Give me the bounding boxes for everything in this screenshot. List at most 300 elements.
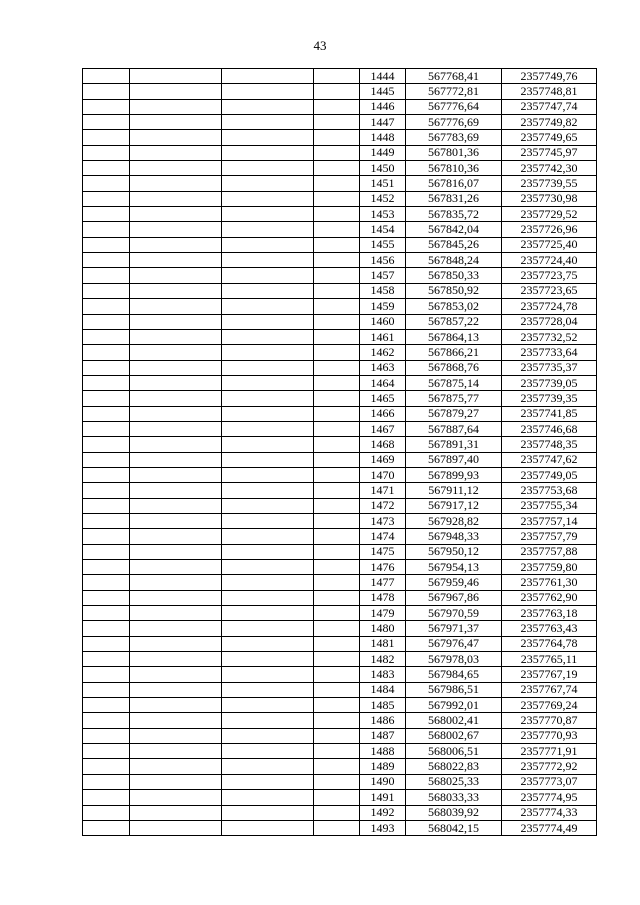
empty-cell [83,560,130,575]
table-row [83,790,597,805]
empty-cell [83,744,130,759]
empty-cell [314,130,360,145]
empty-cell [222,345,314,360]
empty-cell [222,452,314,467]
empty-cell [222,421,314,436]
empty-cell [83,713,130,728]
y-coordinate-cell: 2357749,65 [502,130,597,145]
empty-cell [83,759,130,774]
empty-cell [130,360,222,375]
y-coordinate-cell: 2357730,98 [502,191,597,206]
x-coordinate-cell: 568002,67 [406,728,502,743]
empty-cell [222,237,314,252]
empty-cell [222,575,314,590]
empty-cell [314,667,360,682]
point-number-cell: 1469 [360,452,406,467]
x-coordinate-cell: 568039,92 [406,805,502,820]
y-coordinate-cell: 2357745,97 [502,145,597,160]
y-coordinate-cell: 2357757,14 [502,513,597,528]
point-number-cell: 1451 [360,176,406,191]
empty-cell [83,437,130,452]
table-row [83,774,597,789]
table-row [83,437,597,452]
empty-cell [222,805,314,820]
x-coordinate-cell: 567970,59 [406,606,502,621]
y-coordinate-cell: 2357746,68 [502,421,597,436]
empty-cell [130,820,222,835]
table-row [83,483,597,498]
table-row [83,268,597,283]
coordinates-table-body [83,69,597,836]
x-coordinate-cell: 567853,02 [406,299,502,314]
x-coordinate-cell: 567783,69 [406,130,502,145]
x-coordinate-cell: 567842,04 [406,222,502,237]
y-coordinate-cell: 2357749,76 [502,69,597,84]
empty-cell [130,161,222,176]
x-coordinate-cell: 567897,40 [406,452,502,467]
point-number-cell: 1466 [360,406,406,421]
empty-cell [314,69,360,84]
empty-cell [130,529,222,544]
table-row [83,805,597,820]
y-coordinate-cell: 2357724,78 [502,299,597,314]
y-coordinate-cell: 2357773,07 [502,774,597,789]
empty-cell [314,191,360,206]
point-number-cell: 1454 [360,222,406,237]
point-number-cell: 1484 [360,682,406,697]
table-row [83,513,597,528]
empty-cell [130,283,222,298]
y-coordinate-cell: 2357774,49 [502,820,597,835]
empty-cell [222,606,314,621]
table-row [83,99,597,114]
table-row [83,544,597,559]
empty-cell [130,667,222,682]
point-number-cell: 1467 [360,421,406,436]
x-coordinate-cell: 567875,14 [406,375,502,390]
y-coordinate-cell: 2357757,79 [502,529,597,544]
y-coordinate-cell: 2357770,87 [502,713,597,728]
x-coordinate-cell: 567891,31 [406,437,502,452]
x-coordinate-cell: 567950,12 [406,544,502,559]
empty-cell [314,513,360,528]
x-coordinate-cell: 567810,36 [406,161,502,176]
point-number-cell: 1461 [360,329,406,344]
table-row [83,575,597,590]
empty-cell [83,115,130,130]
empty-cell [222,790,314,805]
x-coordinate-cell: 567857,22 [406,314,502,329]
empty-cell [314,207,360,222]
y-coordinate-cell: 2357757,88 [502,544,597,559]
x-coordinate-cell: 567978,03 [406,652,502,667]
empty-cell [83,345,130,360]
point-number-cell: 1491 [360,790,406,805]
y-coordinate-cell: 2357748,81 [502,84,597,99]
empty-cell [130,744,222,759]
point-number-cell: 1457 [360,268,406,283]
empty-cell [130,652,222,667]
empty-cell [222,667,314,682]
point-number-cell: 1447 [360,115,406,130]
table-row [83,728,597,743]
empty-cell [130,207,222,222]
empty-cell [130,299,222,314]
y-coordinate-cell: 2357747,62 [502,452,597,467]
table-row [83,145,597,160]
point-number-cell: 1493 [360,820,406,835]
empty-cell [83,728,130,743]
x-coordinate-cell: 567801,36 [406,145,502,160]
table-row [83,115,597,130]
empty-cell [314,774,360,789]
empty-cell [314,237,360,252]
empty-cell [130,560,222,575]
empty-cell [83,191,130,206]
point-number-cell: 1482 [360,652,406,667]
empty-cell [83,667,130,682]
point-number-cell: 1476 [360,560,406,575]
table-row [83,253,597,268]
empty-cell [130,452,222,467]
empty-cell [130,253,222,268]
y-coordinate-cell: 2357762,90 [502,590,597,605]
x-coordinate-cell: 567868,76 [406,360,502,375]
y-coordinate-cell: 2357767,19 [502,667,597,682]
empty-cell [314,498,360,513]
y-coordinate-cell: 2357771,91 [502,744,597,759]
empty-cell [222,145,314,160]
table-row [83,759,597,774]
empty-cell [130,314,222,329]
empty-cell [314,345,360,360]
empty-cell [222,329,314,344]
empty-cell [83,544,130,559]
empty-cell [83,299,130,314]
point-number-cell: 1478 [360,590,406,605]
empty-cell [222,375,314,390]
empty-cell [130,544,222,559]
table-row [83,329,597,344]
empty-cell [222,268,314,283]
table-row [83,176,597,191]
empty-cell [222,99,314,114]
empty-cell [83,99,130,114]
table-row [83,621,597,636]
empty-cell [222,299,314,314]
empty-cell [130,84,222,99]
empty-cell [130,329,222,344]
empty-cell [83,513,130,528]
y-coordinate-cell: 2357761,30 [502,575,597,590]
table-row [83,375,597,390]
table-row [83,207,597,222]
empty-cell [83,375,130,390]
x-coordinate-cell: 567911,12 [406,483,502,498]
x-coordinate-cell: 567776,64 [406,99,502,114]
point-number-cell: 1487 [360,728,406,743]
point-number-cell: 1464 [360,375,406,390]
empty-cell [222,161,314,176]
empty-cell [83,253,130,268]
empty-cell [130,176,222,191]
point-number-cell: 1490 [360,774,406,789]
empty-cell [222,529,314,544]
table-row [83,682,597,697]
empty-cell [314,421,360,436]
empty-cell [83,575,130,590]
y-coordinate-cell: 2357725,40 [502,237,597,252]
empty-cell [83,360,130,375]
empty-cell [130,575,222,590]
y-coordinate-cell: 2357729,52 [502,207,597,222]
empty-cell [314,652,360,667]
empty-cell [130,145,222,160]
empty-cell [222,498,314,513]
empty-cell [314,329,360,344]
y-coordinate-cell: 2357733,64 [502,345,597,360]
empty-cell [83,698,130,713]
empty-cell [222,820,314,835]
table-row [83,130,597,145]
empty-cell [130,391,222,406]
empty-cell [83,176,130,191]
y-coordinate-cell: 2357749,05 [502,467,597,482]
empty-cell [83,207,130,222]
empty-cell [130,191,222,206]
point-number-cell: 1459 [360,299,406,314]
y-coordinate-cell: 2357765,11 [502,652,597,667]
empty-cell [83,406,130,421]
empty-cell [130,467,222,482]
empty-cell [314,161,360,176]
empty-cell [222,483,314,498]
x-coordinate-cell: 567986,51 [406,682,502,697]
empty-cell [314,529,360,544]
x-coordinate-cell: 567879,27 [406,406,502,421]
x-coordinate-cell: 568042,15 [406,820,502,835]
empty-cell [83,636,130,651]
y-coordinate-cell: 2357755,34 [502,498,597,513]
empty-cell [130,728,222,743]
empty-cell [222,744,314,759]
empty-cell [222,207,314,222]
point-number-cell: 1444 [360,69,406,84]
table-row [83,590,597,605]
empty-cell [83,391,130,406]
empty-cell [83,529,130,544]
x-coordinate-cell: 568006,51 [406,744,502,759]
y-coordinate-cell: 2357763,18 [502,606,597,621]
point-number-cell: 1483 [360,667,406,682]
y-coordinate-cell: 2357767,74 [502,682,597,697]
empty-cell [222,713,314,728]
empty-cell [222,391,314,406]
empty-cell [222,222,314,237]
x-coordinate-cell: 567899,93 [406,467,502,482]
point-number-cell: 1453 [360,207,406,222]
y-coordinate-cell: 2357749,82 [502,115,597,130]
empty-cell [314,790,360,805]
empty-cell [314,115,360,130]
empty-cell [222,728,314,743]
empty-cell [130,222,222,237]
table-row [83,191,597,206]
y-coordinate-cell: 2357747,74 [502,99,597,114]
point-number-cell: 1481 [360,636,406,651]
empty-cell [314,560,360,575]
empty-cell [130,99,222,114]
empty-cell [314,744,360,759]
x-coordinate-cell: 567917,12 [406,498,502,513]
y-coordinate-cell: 2357763,43 [502,621,597,636]
table-row [83,606,597,621]
empty-cell [314,713,360,728]
x-coordinate-cell: 567864,13 [406,329,502,344]
empty-cell [314,145,360,160]
empty-cell [83,498,130,513]
empty-cell [130,115,222,130]
empty-cell [83,84,130,99]
point-number-cell: 1470 [360,467,406,482]
point-number-cell: 1463 [360,360,406,375]
empty-cell [222,560,314,575]
table-row [83,360,597,375]
x-coordinate-cell: 567967,86 [406,590,502,605]
table-row [83,667,597,682]
point-number-cell: 1474 [360,529,406,544]
x-coordinate-cell: 568022,83 [406,759,502,774]
empty-cell [130,437,222,452]
point-number-cell: 1479 [360,606,406,621]
y-coordinate-cell: 2357739,35 [502,391,597,406]
empty-cell [130,513,222,528]
empty-cell [314,99,360,114]
y-coordinate-cell: 2357759,80 [502,560,597,575]
x-coordinate-cell: 568025,33 [406,774,502,789]
empty-cell [83,774,130,789]
empty-cell [130,69,222,84]
table-row [83,161,597,176]
y-coordinate-cell: 2357748,35 [502,437,597,452]
empty-cell [130,406,222,421]
empty-cell [130,790,222,805]
empty-cell [314,283,360,298]
point-number-cell: 1492 [360,805,406,820]
point-number-cell: 1452 [360,191,406,206]
empty-cell [222,360,314,375]
empty-cell [130,498,222,513]
empty-cell [314,805,360,820]
empty-cell [83,820,130,835]
y-coordinate-cell: 2357739,55 [502,176,597,191]
empty-cell [83,805,130,820]
point-number-cell: 1468 [360,437,406,452]
empty-cell [222,115,314,130]
table-row [83,314,597,329]
x-coordinate-cell: 567850,33 [406,268,502,283]
y-coordinate-cell: 2357770,93 [502,728,597,743]
empty-cell [83,467,130,482]
point-number-cell: 1477 [360,575,406,590]
empty-cell [83,682,130,697]
x-coordinate-cell: 567772,81 [406,84,502,99]
table-row [83,222,597,237]
point-number-cell: 1455 [360,237,406,252]
x-coordinate-cell: 567976,47 [406,636,502,651]
empty-cell [222,84,314,99]
empty-cell [314,621,360,636]
y-coordinate-cell: 2357739,05 [502,375,597,390]
x-coordinate-cell: 567959,46 [406,575,502,590]
empty-cell [314,544,360,559]
empty-cell [83,237,130,252]
table-row [83,452,597,467]
point-number-cell: 1471 [360,483,406,498]
empty-cell [83,268,130,283]
x-coordinate-cell: 567816,07 [406,176,502,191]
point-number-cell: 1460 [360,314,406,329]
empty-cell [314,360,360,375]
y-coordinate-cell: 2357772,92 [502,759,597,774]
x-coordinate-cell: 567831,26 [406,191,502,206]
x-coordinate-cell: 567948,33 [406,529,502,544]
empty-cell [314,222,360,237]
empty-cell [314,253,360,268]
point-number-cell: 1462 [360,345,406,360]
coordinates-table [82,68,597,836]
point-number-cell: 1449 [360,145,406,160]
empty-cell [130,606,222,621]
y-coordinate-cell: 2357726,96 [502,222,597,237]
empty-cell [83,621,130,636]
x-coordinate-cell: 567875,77 [406,391,502,406]
x-coordinate-cell: 567845,26 [406,237,502,252]
table-row [83,406,597,421]
y-coordinate-cell: 2357723,65 [502,283,597,298]
empty-cell [314,314,360,329]
empty-cell [314,84,360,99]
point-number-cell: 1472 [360,498,406,513]
y-coordinate-cell: 2357764,78 [502,636,597,651]
y-coordinate-cell: 2357723,75 [502,268,597,283]
point-number-cell: 1485 [360,698,406,713]
empty-cell [314,452,360,467]
empty-cell [83,283,130,298]
empty-cell [222,636,314,651]
y-coordinate-cell: 2357741,85 [502,406,597,421]
point-number-cell: 1450 [360,161,406,176]
empty-cell [130,759,222,774]
empty-cell [83,161,130,176]
table-row [83,391,597,406]
empty-cell [83,590,130,605]
point-number-cell: 1445 [360,84,406,99]
empty-cell [222,191,314,206]
empty-cell [314,437,360,452]
point-number-cell: 1473 [360,513,406,528]
empty-cell [130,713,222,728]
empty-cell [222,682,314,697]
empty-cell [222,69,314,84]
table-row [83,283,597,298]
empty-cell [130,345,222,360]
point-number-cell: 1458 [360,283,406,298]
x-coordinate-cell: 567768,41 [406,69,502,84]
table-row [83,299,597,314]
empty-cell [130,590,222,605]
empty-cell [222,652,314,667]
